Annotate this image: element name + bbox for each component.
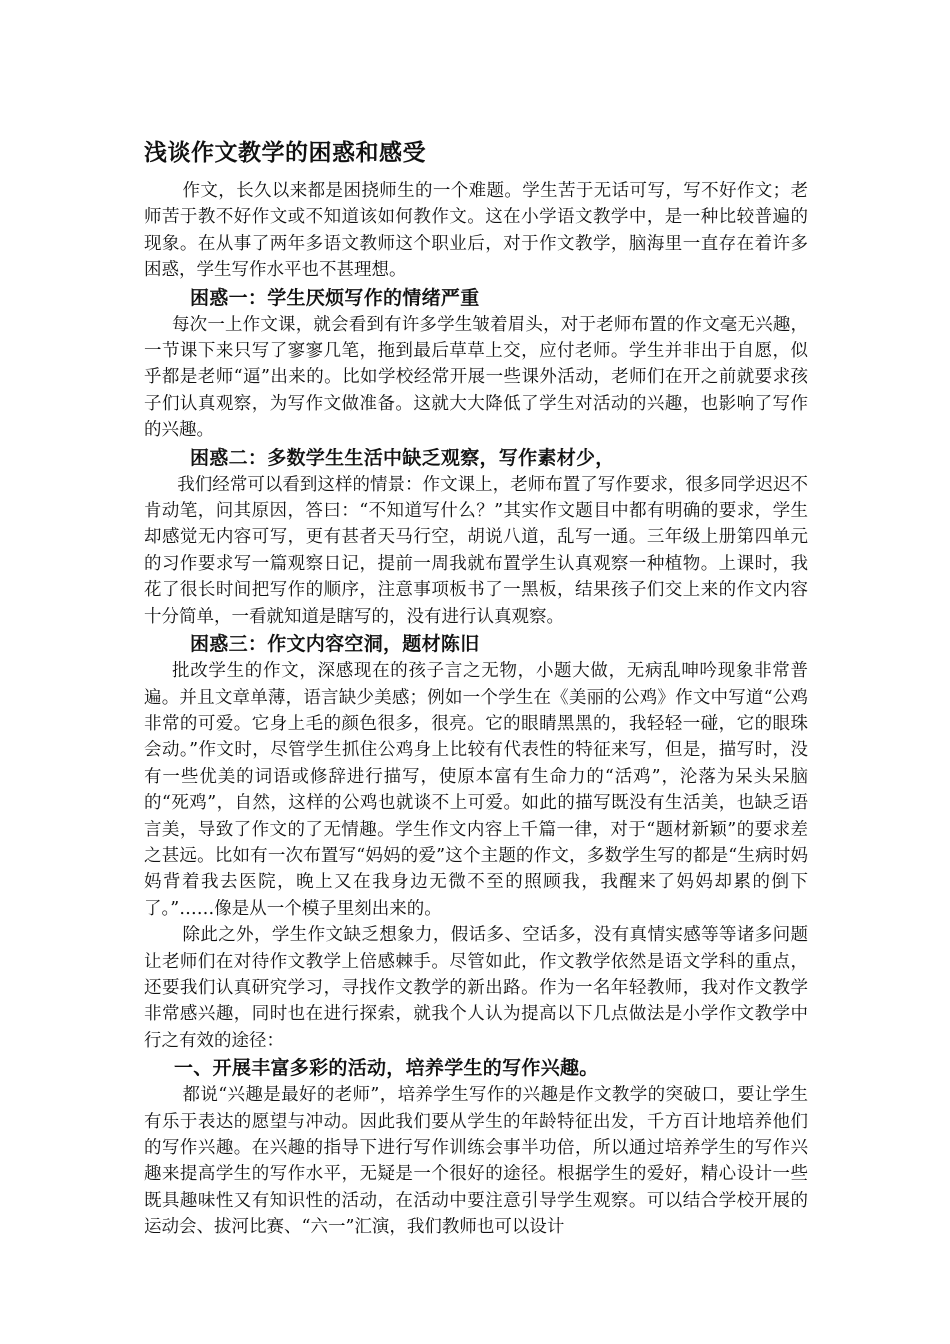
section-body-3: 批改学生的作文，深感现在的孩子言之无物，小题大做，无病乱呻吟现象非常普遍。并且文章单薄，语言缺少美感；例如一个学生在《美丽的公鸡》作文中写道“公鸡非常的可爱。它身上毛的颜色很多，很亮。它的眼睛黑黑的，我轻轻一碰，它的眼珠会动。”作文时，尽管学生抓住公鸡身上比较有代表性的特征来写，但是，描写时，没有一些优美的词语或修辞进行描写，使原本富有生命力的“活鸡”，沦落为呆头呆脑的“死鸡”，自然，这样的公鸡也就谈不上可爱。如此的描写既没有生活美，也缺乏语言美，导致了作文的了无情趣。学生作文内容上千篇一律，对于“题材新颖”的要求差之甚远。比如有一次布置写“妈妈的爱”这个主题的作文，多数学生写的都是“生病时妈妈背着我去医院，晚上又在我身边无微不至的照顾我，我醒来了妈妈却累的倒下了。”……像是从一个模子里刻出来的。 [144, 661, 808, 919]
document-page [144, 136, 808, 1241]
section-body-1: 每次一上作文课，就会看到有许多学生皱着眉头，对于老师布置的作文毫无兴趣，一节课下来只写了寥寥几笔，拖到最后草草上交，应付老师。学生并非出于自愿，似乎都是老师“逼”出来的。比如学校经常开展一些课外活动，老师们在开之前就要求孩子们认真观察，为写作文做准备。这就大大降低了学生对活动的兴趣，也影响了写作的兴趣。 [144, 314, 808, 441]
section-body-2: 我们经常可以看到这样的情景：作文课上，老师布置了写作要求，很多同学迟迟不肯动笔，问其原因，答曰：“不知道写什么？”其实作文题目中都有明确的要求，学生却感觉无内容可写，更有甚者天马行空，胡说八道，乱写一通。三年级上册第四单元的习作要求写一篇观察日记，提前一周我就布置学生认真观察一种植物。上课时，我花了很长时间把写作的顺序，注意事项板书了一黑板，结果孩子们交上来的作文内容十分简单，一看就知道是瞎写的，没有进行认真观察。 [144, 474, 808, 627]
point-body-1: 都说“兴趣是最好的老师”，培养学生写作的兴趣是作文教学的突破口，要让学生有乐于表达的愿望与冲动。因此我们要从学生的年龄特征出发，千方百计地培养他们的写作兴趣。在兴趣的指导下进行写作训练会事半功倍，所以通过培养学生的写作兴趣来提高学生的写作水平，无疑是一个很好的途径。根据学生的爱好，精心设计一些既具趣味性又有知识性的活动，在活动中要注意引导学生观察。可以结合学校开展的运动会、拔河比赛、“六一”汇演，我们教师也可以设计 [144, 1085, 808, 1238]
section-heading-2: 困惑二：多数学生生活中缺乏观察，写作素材少， [190, 446, 615, 469]
point-heading-1: 一、开展丰富多彩的活动，培养学生的写作兴趣。 [174, 1057, 599, 1080]
intro-paragraph: 作文，长久以来都是困挠师生的一个难题。学生苦于无话可写，写不好作文；老师苦于教不好作文或不知道该如何教作文。这在小学语文教学中，是一种比较普遍的现象。在从事了两年多语文教师这个职业后，对于作文教学，脑海里一直存在着许多困惑，学生写作水平也不甚理想。 [144, 181, 808, 281]
document-title: 浅谈作文教学的困惑和感受 [144, 140, 426, 166]
section-heading-1: 困惑一：学生厌烦写作的情绪严重 [190, 286, 480, 309]
transition-paragraph: 除此之外，学生作文缺乏想象力，假话多、空话多，没有真情实感等等诸多问题让老师们在对待作文教学上倍感棘手。尽管如此，作文教学依然是语文学科的重点，还要我们认真研究学习，寻找作文教学的新出路。作为一名年轻教师，我对作文教学非常感兴趣，同时也在进行探索，就我个人认为提高以下几点做法是小学作文教学中行之有效的途径： [144, 925, 808, 1051]
section-heading-3: 困惑三：作文内容空洞，题材陈旧 [190, 633, 480, 656]
